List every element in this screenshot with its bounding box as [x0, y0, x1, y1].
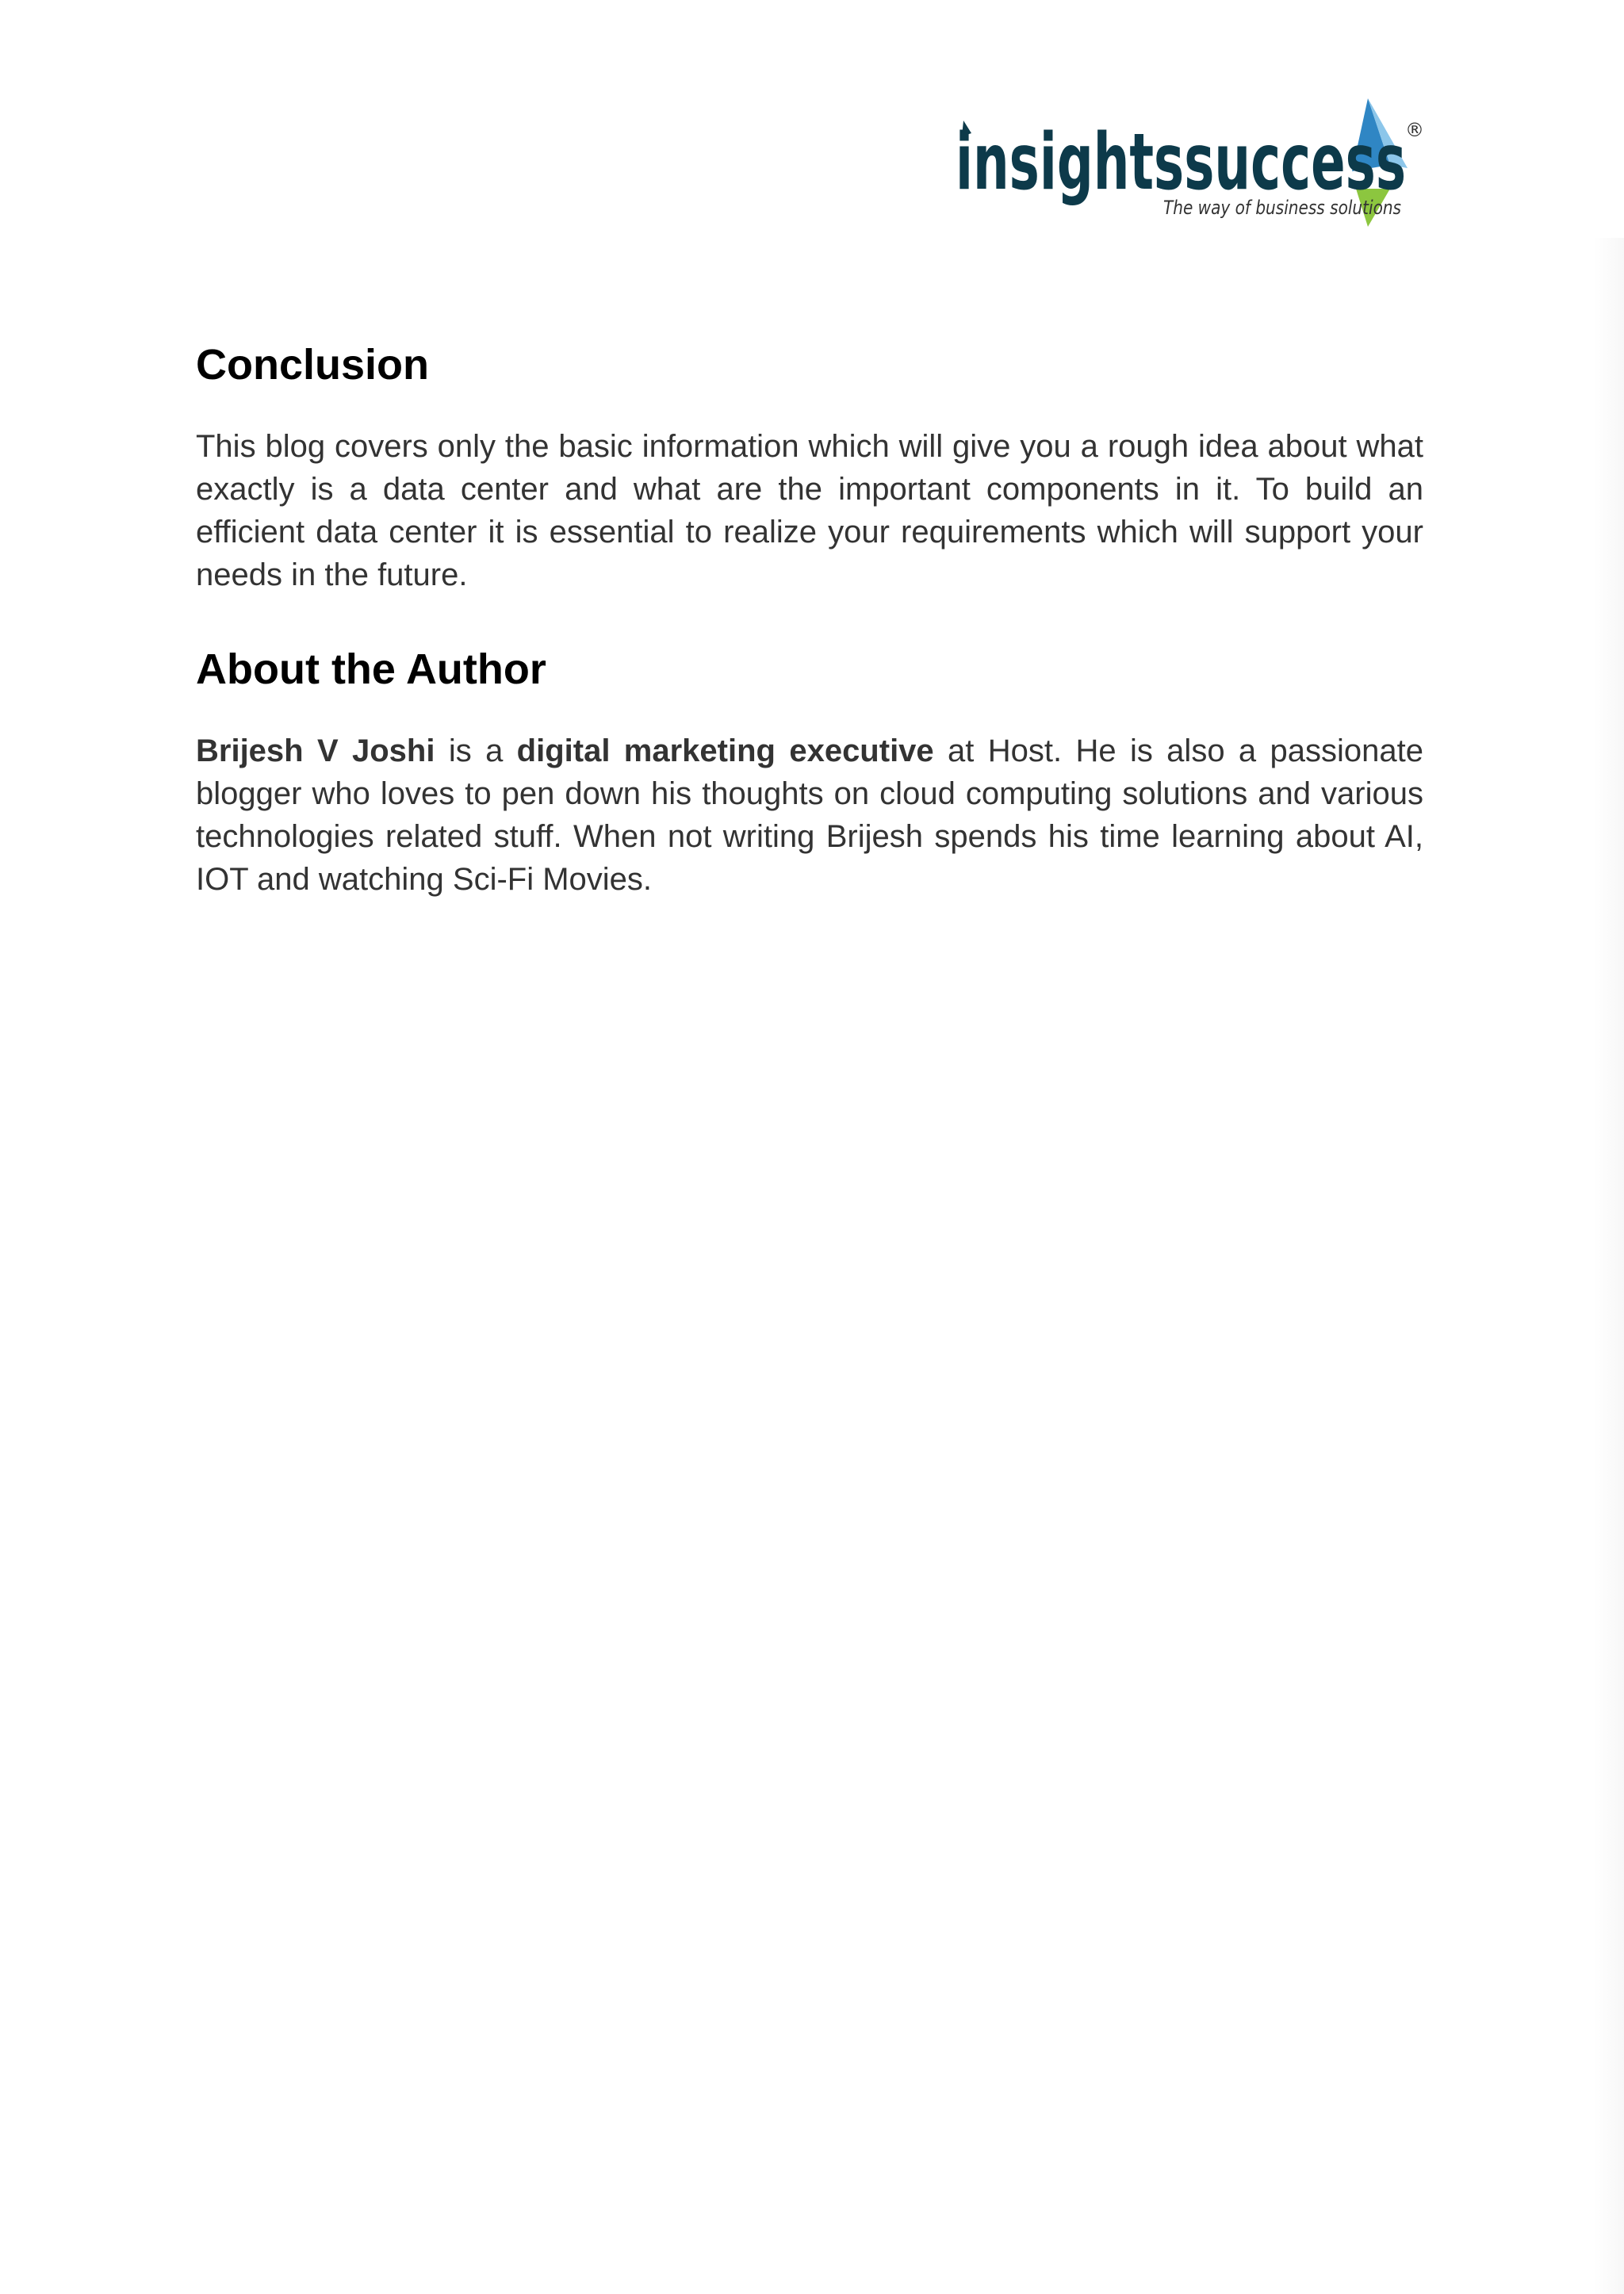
page-edge-shadow — [1594, 238, 1624, 2294]
logo-registered-mark: ® — [1405, 119, 1424, 141]
author-bio-text: at Host. He is also a passionate blogger who loves to pen down his thoughts on cloud computing solutions and various technologies related stuff. When not writing Brijesh spends his time learning about AI, IOT and watching Sci-Fi Movies. — [196, 733, 1423, 897]
insightssuccess-logo — [956, 95, 1431, 238]
author-text-connector: is a — [435, 733, 517, 768]
logo-tagline: The way of business solutions — [1163, 197, 1401, 219]
logo-wordmark: insightssuccess — [956, 117, 1406, 208]
about-author-paragraph — [196, 730, 1423, 901]
conclusion-heading: Conclusion — [196, 341, 429, 389]
about-author-heading: About the Author — [196, 645, 546, 693]
author-name: Brijesh V Joshi — [196, 733, 435, 768]
document-content — [196, 339, 1423, 901]
author-role: digital marketing executive — [516, 733, 934, 768]
conclusion-paragraph: This blog covers only the basic information which will give you a rough idea about what exactly is a data center and what are the important components in it. To build an efficient data center it is essential to realize your requirements which will support your needs in the future. — [196, 429, 1423, 592]
logo-graphic — [956, 95, 1431, 238]
